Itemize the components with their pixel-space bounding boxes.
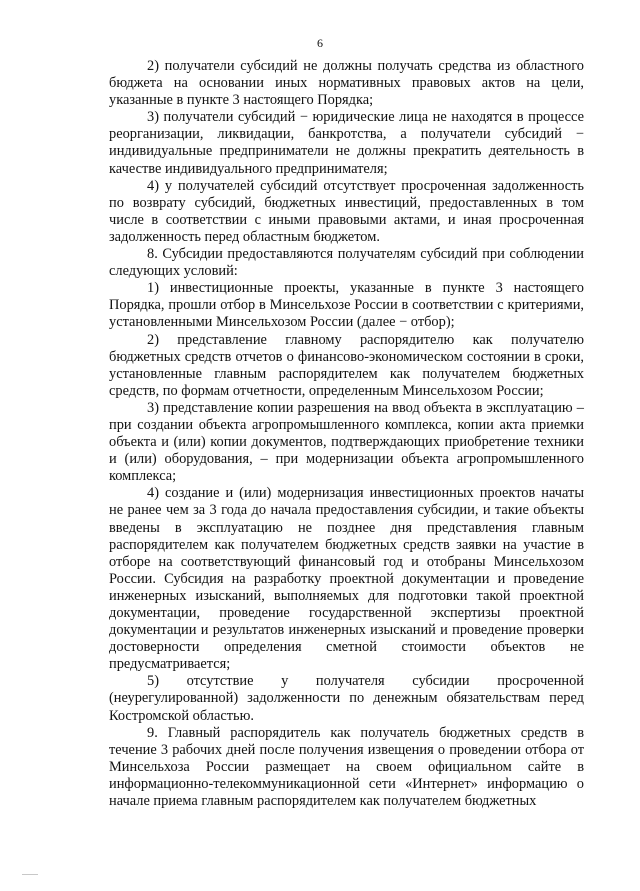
paragraph-clause-8: 8. Субсидии предоставляются получателям субсидий при соблюдении следующих условий:: [109, 246, 584, 280]
paragraph-clause-8-item-3: 3) представление копии разрешения на ввод объекта в эксплуатацию – при создании объекта агропромышленного комплекса, копии акта приемки объекта и (или) копии документов, подтверждающих приобретение техники и (или) оборудования, – при модернизации объекта агропромышленного комплекса;: [109, 399, 584, 485]
paragraph-condition-4: 4) у получателей субсидий отсутствует просроченная задолженность по возврату субсидий, бюджетных инвестиций, предоставленных в том числе в соответствии с иными правовыми актами, и иная просроченная задолженность перед областным бюджетом.: [109, 177, 584, 245]
document-body: [109, 58, 584, 810]
page-number: 6: [317, 36, 323, 50]
paragraph-condition-2: 2) получатели субсидий не должны получать средства из областного бюджета на основании иных нормативных правовых актов на цели, указанные в пункте 3 настоящего Порядка;: [109, 58, 584, 109]
scan-artifact-line: [22, 874, 38, 875]
paragraph-clause-9: 9. Главный распорядитель как получатель бюджетных средств в течение 3 рабочих дней после получения извещения о проведении отбора от Минсельхоза России размещает на своем официальном сайте в информационно-телекоммуникационной сети «Интернет» информацию о начале приема главным распорядителем как получателем бюджетных: [109, 724, 584, 810]
paragraph-clause-8-item-1: 1) инвестиционные проекты, указанные в пункте 3 настоящего Порядка, прошли отбор в Минсельхозе России в соответствии с критериями, установленными Минсельхозом России (далее − отбор);: [109, 280, 584, 331]
paragraph-clause-8-item-4: 4) создание и (или) модернизация инвестиционных проектов начаты не ранее чем за 3 года до начала предоставления субсидии, и такие объекты введены в эксплуатацию не позднее дня представления главным распорядителем как получателем бюджетных средств заявки на участие в отборе на соответствующий финансовый год и отобраны Минсельхозом России. Субсидия на разработку проектной документации и проведение инженерных изысканий, выполняемых для подготовки такой проектной документации, проведение государственной экспертизы проектной документации и результатов инженерных изысканий и проведение проверки достоверности определения сметной стоимости объектов не предусматривается;: [109, 485, 584, 673]
paragraph-clause-8-item-2: 2) представление главному распорядителю как получателю бюджетных средств отчетов о финансово-экономическом состоянии в сроки, установленные главным распорядителем как получателем бюджетных средств, по формам отчетности, определенным Минсельхозом России;: [109, 331, 584, 399]
paragraph-condition-3: 3) получатели субсидий − юридические лица не находятся в процессе реорганизации, ликвидации, банкротства, а получатели субсидий − индивидуальные предприниматели не должны прекратить деятельность в качестве индивидуального предпринимателя;: [109, 109, 584, 177]
paragraph-clause-8-item-5: 5) отсутствие у получателя субсидии просроченной (неурегулированной) задолженности по денежным обязательствам перед Костромской областью.: [109, 673, 584, 724]
